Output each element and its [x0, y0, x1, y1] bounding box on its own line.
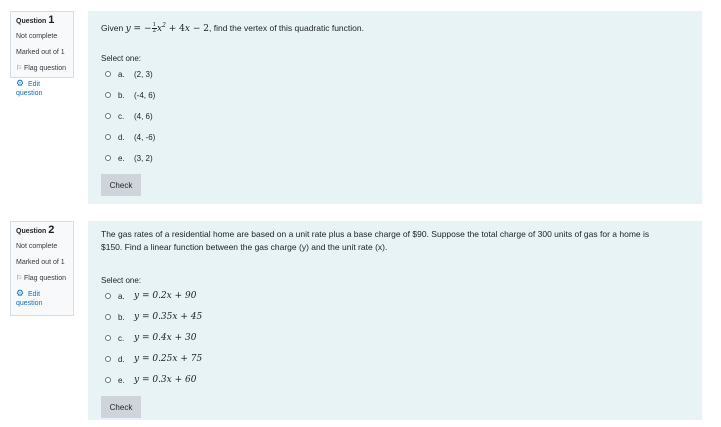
radio-button[interactable] — [105, 134, 111, 140]
question-content-1 — [88, 11, 702, 204]
answer-option-c[interactable]: c. (4, 6) — [105, 110, 153, 122]
answer-option-e[interactable]: e. y = 0.3x + 60 — [105, 374, 196, 386]
question-number: Question 1 — [16, 14, 55, 26]
flag-question-link[interactable]: ⚐ Flag question — [16, 65, 66, 72]
question-number: Question 2 — [16, 224, 55, 236]
flag-icon: ⚐ — [16, 275, 23, 282]
question-status: Not complete — [16, 33, 58, 40]
answer-option-d[interactable]: d. (4, -6) — [105, 131, 155, 143]
answer-option-a[interactable]: a. y = 0.2x + 90 — [105, 290, 196, 302]
answer-option-d[interactable]: d. y = 0.25x + 75 — [105, 353, 202, 365]
edit-question-link[interactable]: ⚙ Edit question — [16, 288, 43, 307]
answer-option-b[interactable]: b. (-4, 6) — [105, 89, 155, 101]
answer-option-e[interactable]: e. (3, 2) — [105, 152, 153, 164]
select-one-label: Select one: — [101, 276, 142, 285]
equation: y = − $\frac{1}{2}$ $x^2 + 4x - 2$ — [125, 22, 209, 34]
gear-icon: ⚙ — [16, 78, 25, 88]
radio-button[interactable] — [105, 356, 111, 362]
question-status: Not complete — [16, 243, 58, 250]
answer-option-b[interactable]: b. y = 0.35x + 45 — [105, 311, 202, 323]
answer-option-c[interactable]: c. y = 0.4x + 30 — [105, 332, 196, 344]
radio-button[interactable] — [105, 92, 111, 98]
radio-button[interactable] — [105, 155, 111, 161]
radio-button[interactable] — [105, 377, 111, 383]
question-text: The gas rates of a residential home are based on a unit rate plus a base charge of $90. Suppose the total charge of 300 units of gas for a home is $150. Find a linear function between the gas charge (y) and the unit rate (x). — [101, 229, 650, 252]
question-content-2 — [88, 221, 702, 420]
radio-button[interactable] — [105, 335, 111, 341]
check-button[interactable]: Check — [101, 396, 141, 418]
select-one-label: Select one: — [101, 54, 142, 63]
flag-question-link[interactable]: ⚐ Flag question — [16, 275, 66, 282]
check-button[interactable]: Check — [101, 174, 141, 196]
question-text: Given y = − $\frac{1}{2}$ $x^2 + 4x - 2$, find the vertex of this quadratic function. — [101, 22, 364, 34]
radio-button[interactable] — [105, 314, 111, 320]
radio-button[interactable] — [105, 113, 111, 119]
edit-question-link[interactable]: ⚙ Edit question — [16, 78, 43, 97]
question-grade: Marked out of 1 — [16, 259, 65, 266]
radio-button[interactable] — [105, 293, 111, 299]
answer-option-a[interactable]: a. (2, 3) — [105, 68, 153, 80]
gear-icon: ⚙ — [16, 288, 25, 298]
question-info-2 — [10, 221, 74, 316]
flag-icon: ⚐ — [16, 65, 23, 72]
question-grade: Marked out of 1 — [16, 49, 65, 56]
radio-button[interactable] — [105, 71, 111, 77]
question-info-1 — [10, 11, 74, 97]
